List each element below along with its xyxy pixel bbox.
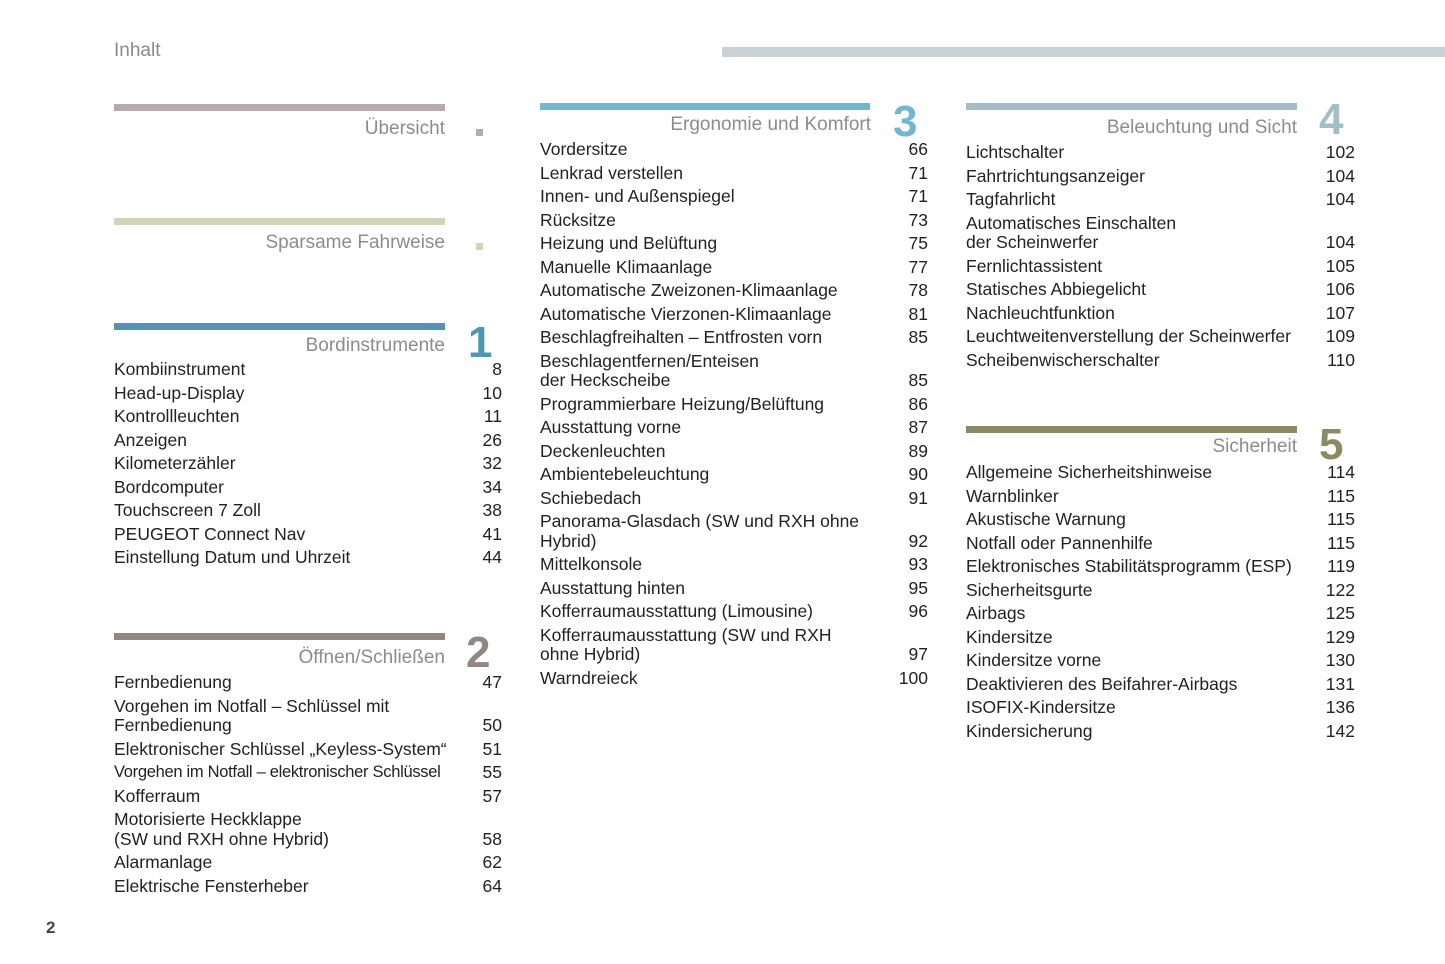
section-number: 2 [466,628,491,677]
toc-entry-page: 66 [908,139,928,159]
section-title[interactable]: Übersicht [364,118,445,139]
section-marker [476,129,483,136]
toc-entry[interactable] [540,393,928,417]
toc-entry-label: Vordersitze [540,139,628,159]
toc-entry-label: Kindersitze [966,626,1053,647]
toc-entry[interactable] [540,624,928,667]
toc-entry[interactable] [966,212,1355,255]
toc-entry[interactable] [966,485,1355,509]
section-marker [476,243,483,250]
header-bar [722,47,1445,57]
toc-entry-page: 91 [908,487,928,508]
section-title[interactable]: Beleuchtung und Sicht [1106,117,1297,138]
section-number: 4 [1319,95,1344,144]
toc-entry-label: Ausstattung hinten [540,577,685,598]
toc-entry-label: Programmierbare Heizung/Belüftung [540,393,825,414]
toc-entry-label: Anzeigen [114,429,187,450]
toc-entry[interactable] [540,256,928,280]
toc-entry-label: Mittelkonsole [540,554,643,574]
toc-entry-label: Airbags [966,603,1026,623]
toc-entry[interactable] [540,440,928,464]
toc-entry[interactable] [540,577,928,601]
toc-entry[interactable] [966,602,1355,626]
section-sicherheit [966,420,1355,756]
toc-entry[interactable] [966,579,1355,603]
toc-entry-page: 115 [1327,509,1355,529]
toc-entry-label: Ambientebeleuchtung [540,464,710,484]
toc-entry-label: Motorisierte Heckklappe (SW und RXH ohne Hybrid) [114,809,329,849]
toc-entry-label: Alarmanlage [114,852,213,872]
toc-entry-label: Elektronisches Stabilitätsprogramm (ESP) [966,556,1292,576]
toc-entry[interactable] [540,463,928,487]
toc-entry-label: Lichtschalter [966,142,1065,162]
toc-entry-label: Kofferraumausstattung (Limousine) [540,601,814,621]
entry-list [540,138,928,690]
toc-entry-page: 44 [482,547,502,567]
toc-entry[interactable] [114,429,502,453]
section-number: 5 [1319,420,1344,469]
toc-entry-label: Beschlagentfernen/Enteisen der Heckscheibe [540,350,759,390]
toc-entry-page: 122 [1325,579,1355,600]
page-header-title: Inhalt [114,40,161,61]
toc-entry-page: 50 [482,715,502,735]
toc-entry-label: Bordcomputer [114,476,224,497]
section-bar [114,323,445,330]
toc-entry-page: 85 [908,327,928,347]
toc-entry-label: Elektrische Fensterheber [114,875,309,896]
toc-entry-label: Warndreieck [540,667,638,688]
toc-entry-page: 109 [1325,326,1355,346]
toc-entry-page: 32 [482,453,502,473]
section-ergonomie [540,97,928,703]
toc-entry-page: 11 [483,406,502,426]
toc-entry-page: 10 [482,382,502,403]
entry-list [966,461,1355,743]
toc-entry-label: Automatische Vierzonen-Klimaanlage [540,303,832,324]
toc-entry[interactable] [114,382,502,406]
toc-entry-page: 131 [1325,673,1355,694]
toc-entry-page: 100 [898,667,928,688]
toc-entry-label: Elektronischer Schlüssel „Keyless-System“ [114,738,447,759]
toc-entry-page: 81 [908,303,928,324]
entry-list [114,671,502,898]
toc-entry-label: Lenkrad verstellen [540,162,683,183]
toc-entry[interactable] [540,232,928,256]
toc-entry-label: Fahrtrichtungsanzeiger [966,165,1145,186]
toc-entry[interactable] [966,165,1355,189]
toc-entry[interactable] [540,553,928,577]
toc-entry[interactable] [114,546,502,570]
toc-entry-label: Statisches Abbiegelicht [966,279,1146,299]
toc-entry-label: Notfall oder Pannenhilfe [966,532,1153,553]
toc-entry[interactable] [114,738,502,762]
toc-entry-page: 107 [1325,302,1355,323]
toc-entry-page: 102 [1325,142,1355,162]
toc-entry[interactable] [966,555,1355,579]
toc-entry[interactable] [540,667,928,691]
toc-entry-page: 119 [1327,556,1355,576]
toc-entry[interactable] [966,325,1355,349]
toc-entry[interactable] [114,785,502,809]
toc-entry-label: ISOFIX-Kindersitze [966,697,1116,717]
toc-entry-label: Deckenleuchten [540,440,666,461]
toc-entry-page: 97 [908,644,928,664]
toc-entry-page: 34 [482,476,502,497]
page-number: 2 [46,918,56,937]
entry-list [966,141,1355,372]
toc-entry[interactable] [966,255,1355,279]
toc-entry-label: Tagfahrlicht [966,189,1056,209]
toc-entry[interactable] [114,523,502,547]
toc-entry-page: 130 [1325,650,1355,670]
toc-entry-page: 92 [908,530,928,551]
toc-entry[interactable] [966,508,1355,532]
toc-entry-page: 64 [482,875,502,896]
toc-entry[interactable] [540,487,928,511]
toc-entry[interactable] [114,875,502,899]
toc-entry-page: 47 [482,672,502,692]
section-bordinstrumente [114,318,502,573]
toc-entry-label: Schiebedach [540,487,642,508]
toc-entry-page: 110 [1327,349,1355,370]
section-title[interactable]: Sparsame Fahrweise [265,232,445,253]
toc-entry-page: 105 [1325,255,1355,276]
toc-entry[interactable] [540,209,928,233]
toc-entry-label: Scheibenwischerschalter [966,349,1160,370]
section-offnen [114,628,502,903]
toc-entry-page: 106 [1325,279,1355,299]
toc-entry-label: Kindersitze vorne [966,650,1102,670]
section-title[interactable]: Öffnen/Schließen [298,647,445,668]
toc-entry-label: Kombiinstrument [114,359,246,379]
toc-entry[interactable] [540,326,928,350]
toc-entry-page: 57 [482,785,502,806]
toc-entry-page: 89 [908,440,928,461]
toc-entry[interactable] [114,761,502,785]
toc-entry-label: Kontrollleuchten [114,406,240,426]
section-beleuchtung [966,95,1355,383]
toc-entry-label: Fernlichtassistent [966,255,1103,276]
toc-entry-page: 77 [908,256,928,277]
toc-entry-page: 58 [482,828,502,849]
section-bar [114,218,445,225]
toc-entry[interactable] [966,720,1355,744]
toc-entry-page: 55 [482,762,502,782]
toc-entry[interactable] [966,461,1355,485]
toc-entry-page: 62 [482,852,502,872]
toc-entry-page: 104 [1325,189,1355,209]
section-title[interactable]: Bordinstrumente [305,335,445,356]
toc-entry[interactable] [966,278,1355,302]
toc-entry[interactable] [114,499,502,523]
toc-entry[interactable] [966,188,1355,212]
toc-entry-page: 96 [908,601,928,621]
toc-entry-page: 129 [1325,626,1355,647]
toc-entry-label: Manuelle Klimaanlage [540,256,713,277]
toc-entry-page: 114 [1327,462,1355,482]
toc-entry-page: 87 [908,417,928,437]
toc-entry-label: Allgemeine Sicherheitshinweise [966,462,1213,482]
toc-entry-page: 75 [908,233,928,253]
toc-entry[interactable] [966,349,1355,373]
toc-entry-page: 95 [908,577,928,598]
toc-entry-label: Akustische Warnung [966,509,1126,529]
toc-entry[interactable] [966,532,1355,556]
toc-entry[interactable] [540,303,928,327]
toc-entry[interactable] [114,671,502,695]
toc-entry-page: 136 [1325,697,1355,717]
section-number: 3 [893,97,918,146]
toc-entry-page: 104 [1325,165,1355,186]
section-title[interactable]: Sicherheit [1212,436,1297,457]
toc-entry-label: Deaktivieren des Beifahrer-Airbags [966,673,1238,694]
toc-entry-page: 125 [1325,603,1355,623]
toc-entry[interactable] [114,405,502,429]
section-number: 1 [468,318,493,367]
toc-entry[interactable] [540,510,928,553]
toc-entry-label: Leuchtweitenverstellung der Scheinwerfer [966,326,1291,346]
toc-entry-label: Innen- und Außenspiegel [540,186,735,206]
toc-entry-label: Kofferraum [114,785,201,806]
toc-entry[interactable] [966,673,1355,697]
toc-entry-label: Rücksitze [540,209,616,230]
toc-entry[interactable] [114,851,502,875]
toc-entry-page: 38 [482,500,502,520]
toc-entry-page: 71 [908,186,928,206]
section-bar [114,104,445,111]
section-ubersicht [114,104,445,144]
toc-entry-page: 93 [908,554,928,574]
section-title[interactable]: Ergonomie und Komfort [670,114,871,135]
toc-entry-label: Ausstattung vorne [540,417,682,437]
toc-entry-page: 104 [1325,232,1355,252]
toc-entry-label: Kindersicherung [966,720,1093,741]
toc-entry-page: 71 [908,162,928,183]
toc-entry-page: 115 [1327,532,1355,553]
toc-entry-label: Vorgehen im Notfall – Schlüssel mit Fernbedienung [114,695,390,735]
toc-entry-page: 41 [482,523,502,544]
toc-entry[interactable] [540,416,928,440]
toc-entry[interactable] [966,302,1355,326]
toc-entry[interactable] [966,141,1355,165]
toc-entry[interactable] [114,452,502,476]
toc-entry-page: 86 [908,393,928,414]
toc-entry[interactable] [966,626,1355,650]
toc-entry[interactable] [114,476,502,500]
toc-entry[interactable] [114,358,502,382]
section-sparsam [114,218,445,258]
toc-entry-label: Touchscreen 7 Zoll [114,500,261,520]
toc-entry-label: Beschlagfreihalten – Entfrosten vorn [540,327,823,347]
toc-entry[interactable] [540,600,928,624]
toc-entry-page: 90 [908,464,928,484]
toc-entry-label: Automatische Zweizonen-Klimaanlage [540,280,838,300]
toc-entry[interactable] [114,808,502,851]
toc-entry-label: Kilometerzähler [114,453,236,473]
toc-entry-label: Warnblinker [966,485,1059,506]
toc-entry-page: 85 [908,370,928,390]
toc-entry[interactable] [540,279,928,303]
toc-entry-label: Sicherheitsgurte [966,579,1093,600]
entry-list [114,358,502,570]
toc-entry-label: Automatisches Einschalten der Scheinwerfer [966,212,1177,252]
toc-entry[interactable] [966,696,1355,720]
toc-entry-page: 51 [482,738,502,759]
toc-entry-label: Vorgehen im Notfall – elektronischer Schlüssel [114,763,441,781]
toc-entry-label: Heizung und Belüftung [540,233,718,253]
toc-entry-label: Panorama-Glasdach (SW und RXH ohne Hybrid) [540,511,860,551]
toc-entry-page: 115 [1327,485,1355,506]
toc-entry-label: PEUGEOT Connect Nav [114,523,306,544]
toc-entry-label: Nachleuchtfunktion [966,302,1115,323]
toc-entry-page: 73 [908,209,928,230]
section-bar [966,103,1297,110]
toc-entry[interactable] [540,185,928,209]
toc-entry-page: 142 [1325,720,1355,741]
toc-entry-page: 8 [492,359,502,379]
toc-entry-label: Fernbedienung [114,672,232,692]
toc-entry[interactable] [114,695,502,738]
toc-entry[interactable] [540,162,928,186]
toc-entry[interactable] [540,350,928,393]
toc-entry-label: Einstellung Datum und Uhrzeit [114,547,351,567]
section-bar [540,103,870,110]
section-bar [966,426,1297,433]
toc-entry-label: Head-up-Display [114,382,245,403]
toc-entry[interactable] [966,649,1355,673]
toc-entry-label: Kofferraumausstattung (SW und RXH ohne Hybrid) [540,624,832,664]
toc-entry-page: 26 [482,429,502,450]
toc-entry[interactable] [540,138,928,162]
section-bar [114,633,445,640]
toc-entry-page: 78 [908,280,928,300]
